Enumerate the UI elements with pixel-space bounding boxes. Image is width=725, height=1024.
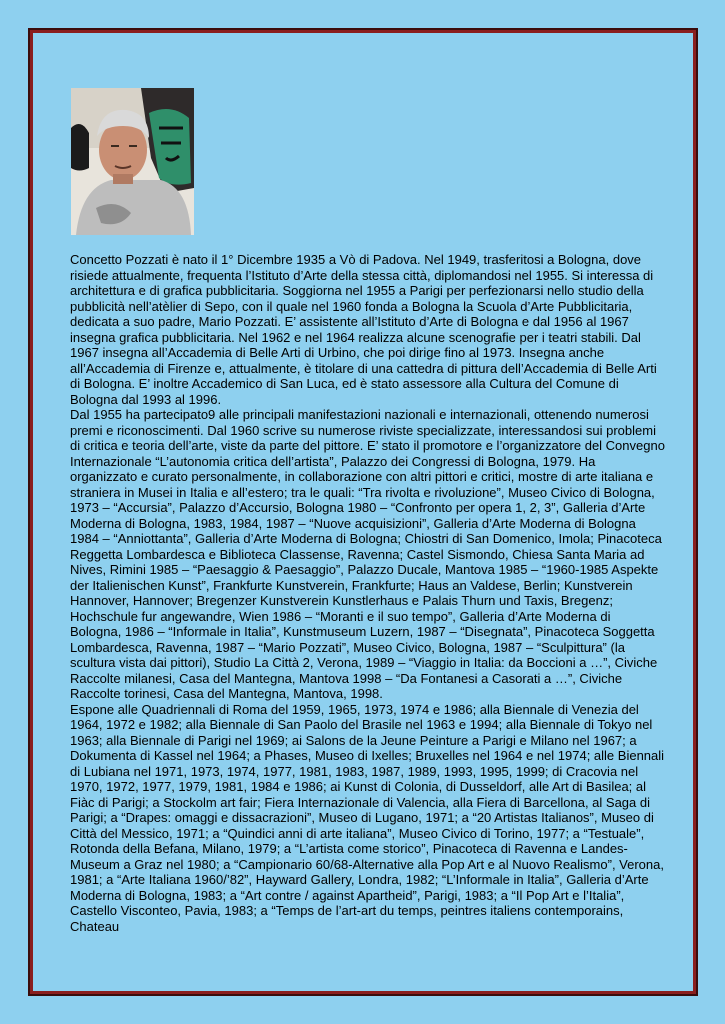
biography-paragraph-3: Espone alle Quadriennali di Roma del 1959, 1965, 1973, 1974 e 1986; alla Biennale di Venezia del 1964, 1972 e 1982; alla Biennale di San Paolo del Brasile nel 1963 e 1994; alla Biennale di Tokyo nel 1963; alla Biennale di Parigi nel 1969; ai Salons de la Jeune Peinture a Parigi e Milano nel 1967; a Dokumenta di Kassel nel 1964; a Phases, Museo di Ixelles; Bruxelles nel 1964 e nel 1974; alle Biennali di Lubiana nel 1971, 1973, 1974, 1977, 1981, 1983, 1987, 1989, 1993, 1995, 1999; di Cracovia nel 1970, 1972, 1977, 1979, 1981, 1984 e 1986; ai Kunst di Colonia, di Dusseldorf, alle Art di Basilea; al Fiàc di Parigi; a Stockolm art fair; Fiera Internazionale di Valencia, alla Fiera di Barcellona, al Saga di Parigi; a “Drapes: omaggi e dissacrazioni”, Museo di Lugano, 1971; a “20 Artistas Italianos”, Museo di Città del Messico, 1971; a “Quindici anni di arte italiana”, Museo Civico di Torino, 1977; a “Testuale”, Rotonda della Befana, Milano, 1979; a “L’artista come storico”, Pinacoteca di Ravenna e Landes-Museum a Graz nel 1980; a “Campionario 60/68-Alternative alla Pop Art e al Nuovo Realismo”, Verona, 1981; a “Arte Italiana 1960/’82”, Hayward Gallery, Londra, 1982; “L’Informale in Italia”, Galleria d’Arte Moderna di Bologna, 1983; a “Art contre / against Apartheid”, Parigi, 1983; a “Il Pop Art e l’Italia”, Castello Visconteo, Pavia, 1983; a “Temps de l’art-art du temps, peintres italiens contemporains, Chateau xyxy=(70,701,665,934)
biography-text xyxy=(70,252,665,934)
portrait-photo xyxy=(71,88,194,235)
biography-paragraph-1: Concetto Pozzati è nato il 1° Dicembre 1935 a Vò di Padova. Nel 1949, trasferitosi a Bologna, dove risiede attualmente, frequenta l’Istituto d’Arte della stessa città, diplomandosi nel 1955. Si interessa di architettura e di grafica pubblicitaria. Soggiorna nel 1955 a Parigi per perfezionarsi nello studio della pubblicità nell’atèlier di Sepo, con il quale nel 1960 fonda a Bologna la Scuola d’Arte Pubblicitaria, dedicata a suo padre, Mario Pozzati. E’ assistente all’Istituto d’Arte di Bologna e dal 1956 al 1967 insegna grafica pubblicitaria. Nel 1962 e nel 1964 realizza alcune scenografie per i teatri stabili. Dal 1967 insegna all’Accademia di Belle Arti di Urbino, che poi dirige fino al 1973. Insegna anche all’Accademia di Firenze e, attualmente, è titolare di una cattedra di pittura dell’Accademia di Belle Arti di Bologna. E’ inoltre Accademico di San Luca, ed è stato assessore alla Cultura del Comune di Bologna dal 1993 al 1996. xyxy=(70,252,657,407)
biography-paragraph-2: Dal 1955 ha partecipato9 alle principali manifestazioni nazionali e internazionali, ottenendo numerosi premi e riconoscimenti. Dal 1960 scrive su numerose riviste specializzate, interessandosi sui problemi di critica e teoria dell’arte, viste da parte del pittore. E’ stato il promotore e l’organizzatore del Convegno Internazionale “L’autonomia critica dell’artista”, Palazzo dei Congressi di Bologna, 1979. Ha organizzato e curato personalmente, in collaborazione con altri pittori e critici, mostre di arte italiana e straniera in Musei in Italia e all’estero; tra le quali: “Tra rivolta e rivoluzione”, Museo Civico di Bologna, 1973 – “Accursia”, Palazzo d’Accursio, Bologna 1980 – “Confronto per opera 1, 2, 3”, Galleria d’Arte Moderna di Bologna, 1983, 1984, 1987 – “Nuove acquisizioni”, Galleria d’Arte Moderna di Bologna 1984 – “Anniottanta”, Galleria d’Arte Moderna di Bologna; Chiostri di San Domenico, Imola; Pinacoteca Reggetta Lombardesca e Biblioteca Classense, Ravenna; Castel Sismondo, Chiesa Santa Maria ad Nives, Rimini 1985 – “Paesaggio & Paesaggio”, Palazzo Ducale, Mantova 1985 – “1960-1985 Aspekte der Italienischen Kunst”, Frankfurte Kunstverein, Frankfurte; Haus an Valdese, Berlin; Kunstverein Hannover, Hannover; Bregenzer Kunstverein Kunstlerhaus e Palais Thurn und Taxis, Bregenz; Hochschule fur angewandre, Wien 1986 – “Moranti e il suo tempo”, Galleria d’Arte Moderna di Bologna, 1986 – “Informale in Italia”, Kunstmuseum Luzern, 1987 – “Disegnata”, Pinacoteca Soggetta Lombardesca, Ravenna, 1987 – “Mario Pozzati”, Museo Civico, Bologna, 1987 – “Sculpittura” (la scultura vista dai pittori), Studio La Città 2, Verona, 1989 – “Viaggio in Italia: da Boccioni a …”, Civiche Raccolte milanesi, Casa del Mantegna, Mantova 1998 – “Da Fontanesi a Casorati a …”, Civiche Raccolte torinesi, Casa del Mantegna, Mantova, 1998. xyxy=(70,407,665,701)
page-border-frame xyxy=(30,30,696,994)
